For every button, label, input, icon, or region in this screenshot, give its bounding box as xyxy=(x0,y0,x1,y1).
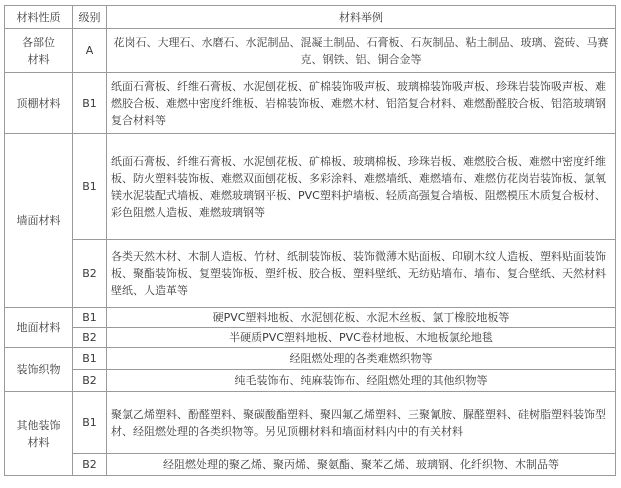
level-cell: B1 xyxy=(73,348,107,370)
material-type-cell: 地面材料 xyxy=(5,308,73,348)
material-type-line: 材料 xyxy=(27,435,50,449)
table-row xyxy=(5,392,616,454)
table-row xyxy=(5,348,616,370)
header-examples: 材料举例 xyxy=(107,6,616,29)
material-type-line: 各部位 xyxy=(22,35,55,49)
level-cell: B1 xyxy=(73,73,107,134)
level-cell: B1 xyxy=(73,134,107,240)
examples-cell: 纸面石膏板、纤维石膏板、水泥刨花板、矿棉装饰吸声板、玻璃棉装饰吸声板、珍珠岩装饰吸声板、难燃胶合板、难燃中密度纤维板、岩棉装饰板、难燃木材、铝箔复合材料、难燃酚醛胶合板、铝箔玻璃钢复合材料等 xyxy=(107,73,616,134)
examples-cell: 纯毛装饰布、纯麻装饰布、经阻燃处理的其他织物等 xyxy=(107,370,616,392)
table-row xyxy=(5,370,616,392)
examples-cell: 花岗石、大理石、水磨石、水泥制品、混凝土制品、石膏板、石灰制品、粘土制品、玻璃、瓷砖、马赛克、钢铁、铝、铜合金等 xyxy=(107,29,616,73)
material-type-cell: 顶棚材料 xyxy=(5,73,73,134)
material-type-line: 材料 xyxy=(27,52,50,66)
level-cell: B2 xyxy=(73,328,107,348)
examples-cell: 纸面石膏板、纤维石膏板、水泥刨花板、矿棉板、玻璃棉板、珍珠岩板、难燃胶合板、难燃中密度纤维板、防火塑料装饰板、难燃双面刨花板、多彩涂料、难燃墙纸、难燃墙布、难燃仿花岗岩装饰板、氯氧镁水泥装配式墙板、难燃玻璃钢平板、PVC塑料护墙板、轻质高强复合墙板、阻燃模压木质复合板材、彩色阻燃人造板、难燃玻璃钢等 xyxy=(107,134,616,240)
level-cell: B2 xyxy=(73,240,107,308)
material-type-cell: 装饰织物 xyxy=(5,348,73,392)
table-row xyxy=(5,308,616,328)
level-cell: B2 xyxy=(73,370,107,392)
level-cell: B2 xyxy=(73,454,107,476)
level-cell: A xyxy=(73,29,107,73)
material-type-cell: 墙面材料 xyxy=(5,134,73,308)
table-row xyxy=(5,454,616,476)
examples-cell: 经阻燃处理的聚乙烯、聚丙烯、聚氨酯、聚苯乙烯、玻璃钢、化纤织物、木制品等 xyxy=(107,454,616,476)
table-row xyxy=(5,240,616,308)
table-header-row xyxy=(5,6,616,29)
examples-cell: 经阻燃处理的各类难燃织物等 xyxy=(107,348,616,370)
header-material-type: 材料性质 xyxy=(5,6,73,29)
table-row xyxy=(5,328,616,348)
material-fire-rating-table xyxy=(4,5,616,476)
table-row xyxy=(5,29,616,73)
examples-cell: 聚氯乙烯塑料、酚醛塑料、聚碳酸酯塑料、聚四氟乙烯塑料、三聚氰胺、脲醛塑料、硅树脂塑料装饰型材、经阻燃处理的各类织物等。另见顶棚材料和墙面材料内中的有关材料 xyxy=(107,392,616,454)
table-row xyxy=(5,73,616,134)
header-level: 级别 xyxy=(73,6,107,29)
level-cell: B1 xyxy=(73,308,107,328)
material-type-cell xyxy=(5,392,73,476)
examples-cell: 各类天然木材、木制人造板、竹材、纸制装饰板、装饰微薄木贴面板、印刷木纹人造板、塑料贴面装饰板、聚酯装饰板、复塑装饰板、塑纤板、胶合板、塑料壁纸、无纺贴墙布、墙布、复合壁纸、天然材料壁纸、人造革等 xyxy=(107,240,616,308)
material-type-line: 其他装饰 xyxy=(16,418,61,432)
examples-cell: 半硬质PVC塑料地板、PVC卷材地板、木地板氯纶地毯 xyxy=(107,328,616,348)
material-type-cell xyxy=(5,29,73,73)
level-cell: B1 xyxy=(73,392,107,454)
examples-cell: 硬PVC塑料地板、水泥刨花板、水泥木丝板、氯丁橡胶地板等 xyxy=(107,308,616,328)
table-row xyxy=(5,134,616,240)
